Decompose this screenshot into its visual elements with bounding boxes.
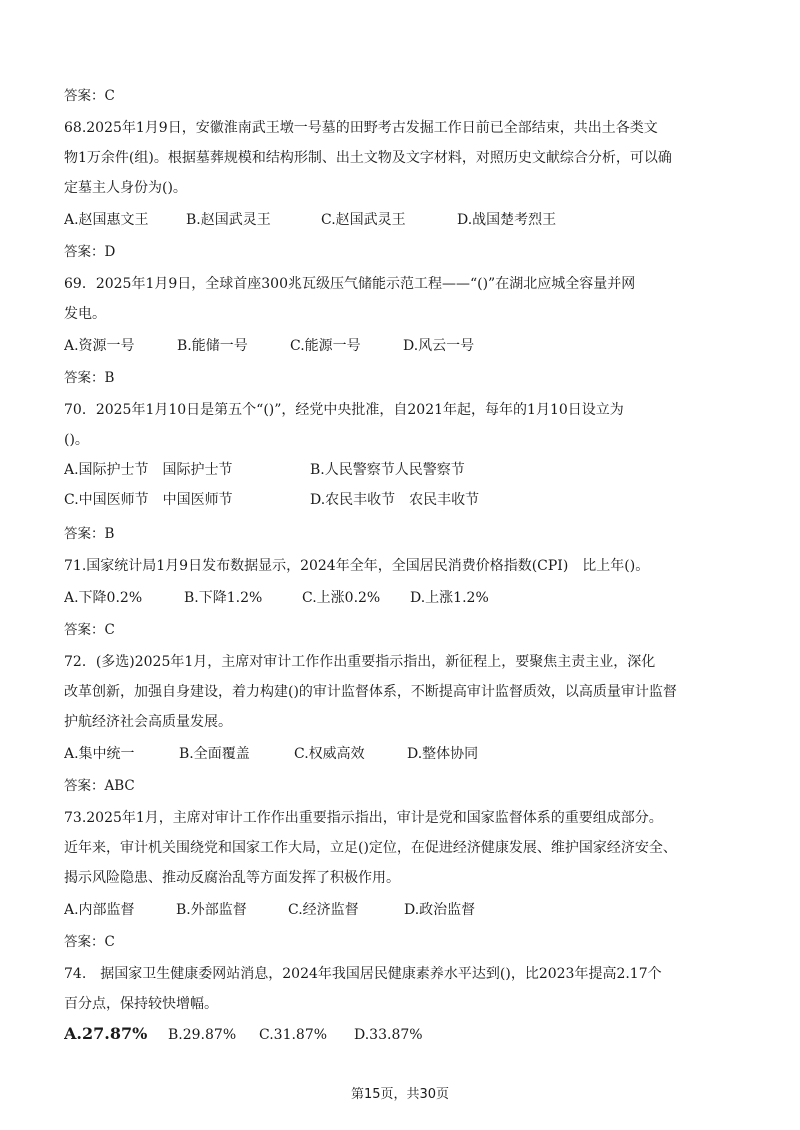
q67-answer: 答案：C [64, 88, 115, 104]
q68-options [64, 210, 744, 230]
q71-text-line1: 71.国家统计局1月9日发布数据显示，2024年全年，全国居民消费价格指数(CPI) 比上年()。 [64, 558, 650, 574]
q70-options-row1 [64, 460, 744, 480]
q72-answer: 答案：ABC [64, 778, 135, 794]
q71-options [64, 588, 744, 608]
q71-answer: 答案：C [64, 622, 115, 638]
q69-option-a: A.资源一号 [64, 338, 135, 354]
q74-text-line1: 74. 据国家卫生健康委网站消息，2024年我国居民健康素养水平达到()，比2023年提高2.17个 [64, 966, 662, 982]
q72-option-a: A.集中统一 [64, 746, 135, 762]
q69-option-c: C.能源一号 [290, 338, 361, 354]
q74-option-c: C.31.87% [259, 1027, 328, 1043]
q72-option-b: B.全面覆盖 [179, 746, 250, 762]
q69-answer: 答案：B [64, 370, 115, 386]
q73-option-d: D.政治监督 [404, 902, 476, 918]
q70-option-c: C.中国医师节 中国医师节 [64, 492, 233, 508]
q73-text-line1: 73.2025年1月，主席对审计工作作出重要指示指出，审计是党和国家监督体系的重要组成部分。 [64, 810, 663, 826]
q69-text-line1: 69．2025年1月9日，全球首座300兆瓦级压气储能示范工程——“()”在湖北应城全容量并网 [64, 276, 636, 292]
q73-text-line3: 揭示风险隐患、推动反腐治乱等方面发挥了积极作用。 [64, 870, 400, 886]
q72-text-line3: 护航经济社会高质量发展。 [64, 714, 232, 730]
q71-option-c: C.上涨0.2% [302, 590, 381, 606]
q74-option-a: A.27.87% [64, 1024, 148, 1043]
q73-option-b: B.外部监督 [176, 902, 247, 918]
q70-option-a: A.国际护士节 国际护士节 [64, 462, 233, 478]
q73-options [64, 900, 744, 920]
q72-text-line1: 72．(多选)2025年1月，主席对审计工作作出重要指示指出，新征程上，要聚焦主责主业，深化 [64, 654, 656, 670]
q68-option-b: B.赵国武灵王 [186, 212, 271, 228]
q68-option-c: C.赵国武灵王 [321, 212, 406, 228]
q73-text-line2: 近年来，审计机关围绕党和国家工作大局，立足()定位，在促进经济健康发展、维护国家经济安全、 [64, 840, 677, 856]
q69-option-d: D.风云一号 [403, 338, 475, 354]
q69-options [64, 336, 744, 356]
q71-option-a: A.下降0.2% [64, 590, 143, 606]
q72-option-c: C.权威高效 [294, 746, 365, 762]
q70-option-d: D.农民丰收节 农民丰收节 [310, 492, 480, 508]
q73-option-c: C.经济监督 [288, 902, 359, 918]
q74-option-d: D.33.87% [354, 1027, 423, 1043]
q72-text-line2: 改革创新，加强自身建设，着力构建()的审计监督体系，不断提高审计监督质效，以高质量审计监督 [64, 684, 677, 700]
q70-text-line1: 70．2025年1月10日是第五个“()”，经党中央批准，自2021年起，每年的1月10日设立为 [64, 402, 624, 418]
q68-option-d: D.战国楚考烈王 [457, 212, 557, 228]
q74-options [64, 1024, 744, 1045]
q73-option-a: A.内部监督 [64, 902, 135, 918]
q69-text-line2: 发电。 [64, 306, 106, 322]
q68-answer: 答案：D [64, 244, 116, 260]
q68-text-line2: 物1万余件(组)。根据墓葬规模和结构形制、出土文物及文字材料，对照历史文献综合分析，可以确 [64, 150, 672, 166]
q70-answer: 答案：B [64, 526, 115, 542]
q69-option-b: B.能储一号 [177, 338, 248, 354]
q70-options-row2 [64, 490, 744, 510]
q68-text-line1: 68.2025年1月9日，安徽淮南武王墩一号墓的田野考古发掘工作日前已全部结束，共出土各类文 [64, 120, 658, 136]
q71-option-b: B.下降1.2% [184, 590, 263, 606]
q74-text-line2: 百分点，保持较快增幅。 [64, 996, 218, 1012]
q68-text-line3: 定墓主人身份为()。 [64, 180, 187, 196]
q72-option-d: D.整体协同 [407, 746, 479, 762]
q74-option-b: B.29.87% [168, 1027, 237, 1043]
page-footer: 第15页，共30页 [350, 1087, 450, 1102]
q68-option-a: A.赵国惠文王 [64, 212, 149, 228]
q73-answer: 答案：C [64, 934, 115, 950]
q70-option-b: B.人民警察节人民警察节 [310, 462, 465, 478]
q72-options [64, 744, 744, 764]
q70-text-line2: ()。 [64, 432, 89, 448]
q71-option-d: D.上涨1.2% [410, 590, 489, 606]
